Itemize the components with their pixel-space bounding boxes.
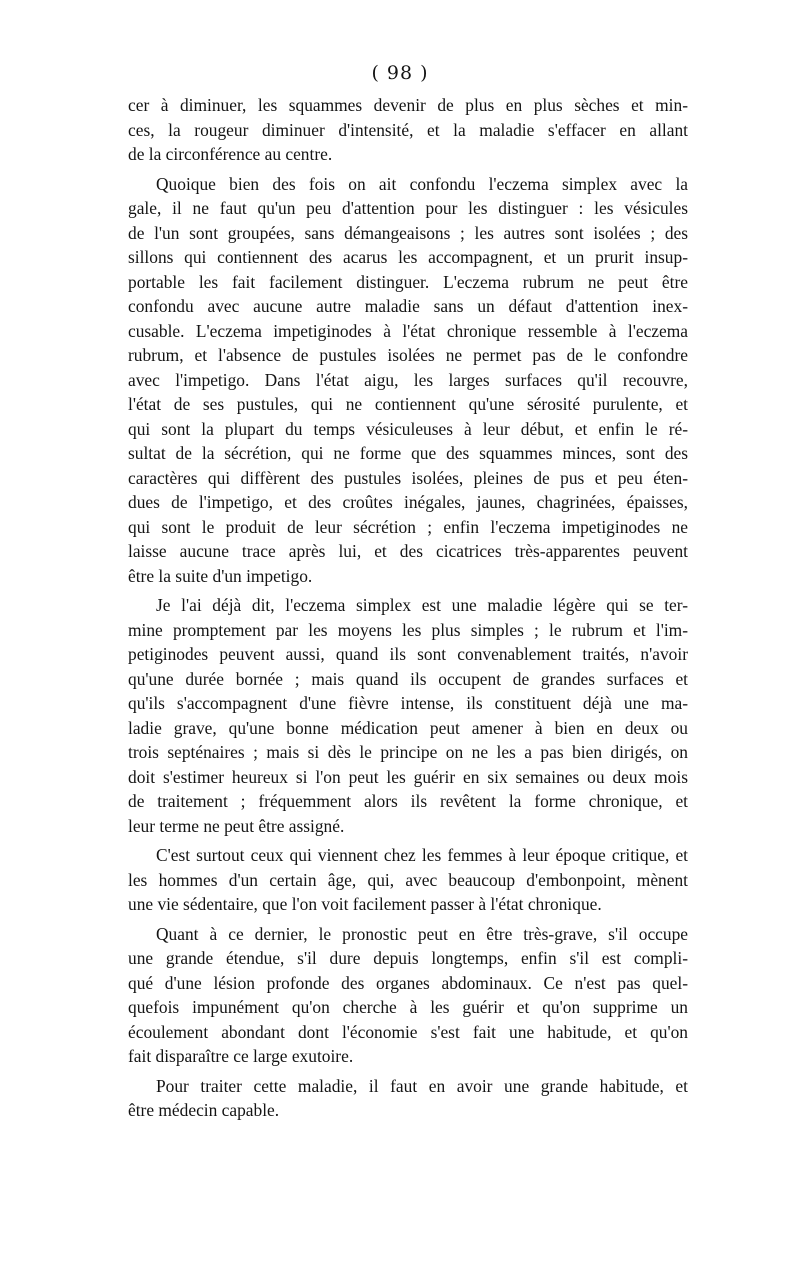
text-line: trois septénaires ; mais si dès le principe on ne les a pas bien dirigés, on [128,742,688,762]
text-line: Quoique bien des fois on ait confondu l'eczema simplex avec la [156,173,688,194]
text-line: portable les fait facilement distinguer. L'eczema rubrum ne peut être [128,271,688,292]
text-line: l'état de ses pustules, qui ne contiennent qu'une sérosité purulente, et [128,394,688,414]
text-line: ladie grave, qu'une bonne médication peut amener à bien en deux ou [128,717,688,738]
text-line: être médecin capable. [128,1100,280,1120]
text-line: qui sont le produit de leur sécrétion ; enfin l'eczema impetiginodes ne [128,516,688,537]
text-line: sultat de la sécrétion, qui ne forme que des squammes minces, sont des [128,443,688,463]
text-line: ces, la rougeur diminuer d'intensité, et la maladie s'effacer en allant [128,119,688,140]
text-line: avec l'impetigo. Dans l'état aigu, les larges surfaces qu'il recouvre, [128,369,688,390]
text-line: doit s'estimer heureux si l'on peut les guérir en six semaines ou deux mois [128,766,688,787]
text-line: cusable. L'eczema impetiginodes à l'état chronique ressemble à l'eczema [128,320,688,341]
text-line: confondu avec aucune autre maladie sans un défaut d'attention inex- [128,296,688,316]
text-line: une grande étendue, s'il dure depuis longtemps, enfin s'il est compli- [128,948,688,968]
text-line: sillons qui contiennent des acarus les accompagnent, et un prurit insup- [128,247,688,267]
text-line: les hommes d'un certain âge, qui, avec beaucoup d'embonpoint, mènent [128,869,688,890]
text-line: fait disparaître ce large exutoire. [128,1046,354,1066]
text-line: cer à diminuer, les squammes devenir de plus en plus sèches et min- [128,95,688,115]
text-line: qu'ils s'accompagnent d'une fièvre intense, ils constituent déjà une ma- [128,693,688,713]
text-line: écoulement abondant dont l'économie s'est fait une habitude, et qu'on [128,1021,688,1042]
text-line: de traitement ; fréquemment alors ils revêtent la forme chronique, et [128,791,688,811]
text-line: C'est surtout ceux qui viennent chez les femmes à leur époque critique, et [156,845,688,865]
paragraph [128,593,688,838]
text-line: une vie sédentaire, que l'on voit facilement passer à l'état chronique. [128,894,602,914]
text-line: de l'un sont groupées, sans démangeaisons ; les autres sont isolées ; des [128,222,688,243]
paragraph [128,1074,688,1123]
page-number: ( 98 ) [371,62,429,84]
text-line: petiginodes peuvent aussi, quand ils sont convenablement traités, n'avoir [128,644,688,664]
text-line: qui sont la plupart du temps vésiculeuses à leur début, et enfin le ré- [128,418,688,439]
paragraph [128,843,688,917]
body-text [128,93,688,1128]
text-line: être la suite d'un impetigo. [128,565,313,586]
text-line: qué d'une lésion profonde des organes abdominaux. Ce n'est pas quel- [128,972,688,993]
paragraph [128,93,688,167]
text-line: laisse aucune trace après lui, et des cicatrices très-apparentes peuvent [128,541,688,561]
paragraph [128,922,688,1069]
text-line: caractères qui diffèrent des pustules isolées, pleines de pus et peu éten- [128,467,688,488]
text-line: rubrum, et l'absence de pustules isolées ne permet pas de le confondre [128,345,688,365]
text-line: de la circonférence au centre. [128,144,333,164]
text-line: quefois impunément qu'on cherche à les guérir et qu'on supprime un [128,997,688,1017]
text-line: Pour traiter cette maladie, il faut en avoir une grande habitude, et [156,1075,688,1096]
text-line: qu'une durée bornée ; mais quand ils occupent de grandes surfaces et [128,668,688,689]
text-line: gale, il ne faut qu'un peu d'attention pour les distinguer : les vésicules [128,198,688,218]
text-line: leur terme ne peut être assigné. [128,815,345,836]
text-line: dues de l'impetigo, et des croûtes inégales, jaunes, chagrinées, épaisses, [128,492,688,512]
text-line: Je l'ai déjà dit, l'eczema simplex est une maladie légère qui se ter- [156,595,688,615]
text-line: Quant à ce dernier, le pronostic peut en être très-grave, s'il occupe [156,923,688,944]
paragraph [128,172,688,589]
text-line: mine promptement par les moyens les plus simples ; le rubrum et l'im- [128,619,688,640]
